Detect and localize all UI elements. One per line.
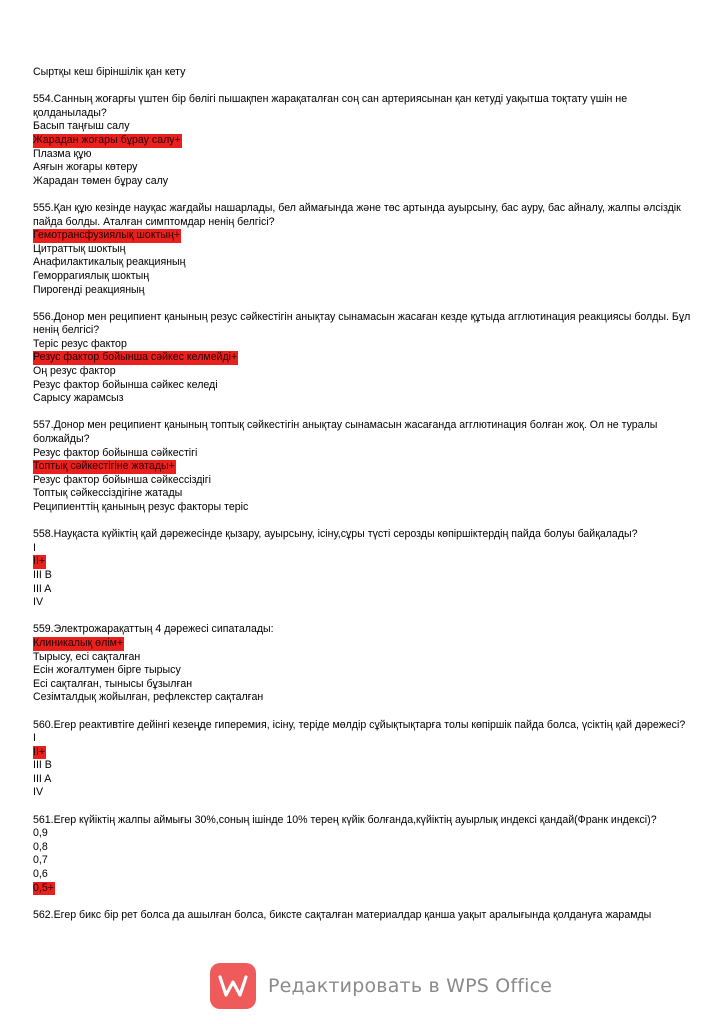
answer-option <box>33 120 693 134</box>
answer-option-label: Резус фактор бойынша сәйкестігі <box>33 446 198 459</box>
answer-option-label: Реципиенттің қанының резус факторы теріс <box>33 501 249 513</box>
wps-edit-label[interactable]: Редактировать в WPS Office <box>268 975 553 997</box>
answer-option-label: Анафилактикалық реакцияның <box>33 256 186 269</box>
question-text: 555.Қан құю кезінде науқас жағдайы нашарлады, бел аймағында және төс артында ауырсыну, бас ауру, бас айналу, жалпы әлсіздік пайда болды. Аталған симптомдар ненің белгісі? <box>33 201 681 228</box>
wps-edit-banner[interactable] <box>210 962 552 1010</box>
answer-option-label: Цитраттық шоктың <box>33 242 126 255</box>
answer-option <box>33 501 693 515</box>
question-text: 557.Донор мен реципиент қанының топтық сәйкестігін анықтау сынамасын жасағанда агглютинация болған жоқ. Ол не туралы болжайды? <box>33 419 658 446</box>
answer-option-label: Сезімталдық жойылған, рефлекстер сақталған <box>33 691 264 704</box>
answer-option <box>33 651 693 665</box>
question-block <box>33 419 693 514</box>
answer-option-correct <box>33 637 693 651</box>
answer-option <box>33 583 693 597</box>
answer-option <box>33 175 693 189</box>
answer-option <box>33 596 693 610</box>
answer-option <box>33 691 693 705</box>
answer-option <box>33 786 693 800</box>
answer-option <box>33 338 693 352</box>
answer-option <box>33 270 693 284</box>
answer-option-label: Сарысу жарамсыз <box>33 392 124 405</box>
answer-option-label: III A <box>33 582 52 595</box>
answer-option-label: I <box>33 732 36 745</box>
answer-option-label: Топтық сәйкессіздігіне жатады <box>33 487 183 500</box>
answer-option <box>33 759 693 773</box>
question-block <box>33 623 693 705</box>
answer-option-label: 0,7 <box>33 854 48 867</box>
answer-option-label: Пирогенді реакцияның <box>33 283 145 296</box>
answer-option-label: Тырысу, есі сақталған <box>33 650 141 663</box>
answer-option <box>33 243 693 257</box>
answer-option <box>33 487 693 501</box>
answer-option <box>33 474 693 488</box>
answer-option-correct <box>33 882 693 896</box>
answer-option-label: Резус фактор бойынша сәйкес келмейді+ <box>33 351 238 364</box>
answer-option-label: IV <box>33 596 44 609</box>
question-block <box>33 528 693 610</box>
answer-option-label: Оң резус фактор <box>33 365 116 378</box>
answer-option-label: Теріс резус фактор <box>33 337 127 350</box>
answer-option <box>33 664 693 678</box>
answer-option-label: Гемотрансфузиялық шоктың+ <box>33 229 181 242</box>
answer-option-label: Клиникалық өлім+ <box>33 636 124 649</box>
answer-option <box>33 447 693 461</box>
answer-option-label: 0,9 <box>33 827 48 840</box>
question-text: 562.Егер бикс бір рет болса да ашылған болса, биксте сақталған материалдар қанша уақыт аралығында қолдануға жарамды <box>33 908 652 921</box>
answer-option-label: IV <box>33 786 44 799</box>
answer-option-label: Жарадан төмен бұрау салу <box>33 174 169 187</box>
question-block <box>33 719 693 801</box>
wps-logo-icon[interactable] <box>210 963 256 1009</box>
question-text: 559.Электрожарақаттың 4 дәрежесі сипаталады: <box>33 623 274 636</box>
intro-line: Сыртқы кеш біріншілік қан кету <box>33 66 186 78</box>
question-text: 558.Науқаста күйіктің қай дәрежесінде қызару, ауырсыну, ісіну,сұры түсті серозды көпіршіктердің пайда болуы байқалады? <box>33 528 638 541</box>
answer-option-label: Басып таңғыш салу <box>33 120 130 133</box>
answer-option-label: 0,8 <box>33 840 48 853</box>
answer-option-label: II+ <box>33 555 46 568</box>
answer-option-label: I <box>33 541 36 554</box>
answer-option-label: 0,6 <box>33 868 48 881</box>
answer-option <box>33 841 693 855</box>
answer-option-label: Аяғын жоғары көтеру <box>33 161 138 174</box>
answer-option <box>33 161 693 175</box>
answer-option-label: Жарадан жоғары бұрау салу+ <box>33 133 181 146</box>
answer-option-label: III B <box>33 759 52 772</box>
answer-option-label: Плазма құю <box>33 147 92 160</box>
answer-option-correct <box>33 555 693 569</box>
question-text: 554.Санның жоғарғы үштен бір бөлігі пышақпен жарақаталған соң сан артериясынан қан кетуді уақытша тоқтату үшін не қолданылады? <box>33 93 628 119</box>
answer-option <box>33 569 693 583</box>
answer-option-label: Геморрагиялық шоктың <box>33 269 150 282</box>
document-page <box>33 66 693 922</box>
answer-option-correct <box>33 351 693 365</box>
answer-option-correct <box>33 134 693 148</box>
question-block <box>33 202 693 297</box>
answer-option <box>33 365 693 379</box>
answer-option <box>33 868 693 882</box>
answer-option <box>33 284 693 298</box>
answer-option-label: III B <box>33 568 52 581</box>
answer-option <box>33 256 693 270</box>
answer-option-label: III A <box>33 772 52 785</box>
wps-w-glyph-icon <box>218 974 248 998</box>
answer-option <box>33 148 693 162</box>
answer-option-label: Резус фактор бойынша сәйкес келеді <box>33 378 218 391</box>
answer-option <box>33 678 693 692</box>
answer-option-label: Есін жоғалтумен бірге тырысу <box>33 664 181 677</box>
question-block <box>33 909 693 923</box>
answer-option <box>33 379 693 393</box>
answer-option-label: 0,5+ <box>33 881 54 894</box>
question-block <box>33 93 693 188</box>
answer-option-correct <box>33 229 693 243</box>
question-text: 556.Донор мен реципиент қанының резус сәйкестігін анықтау сынамасын жасаған кезде құтыда агглютинация реакциясы болды. Бұл ненің белгісі? <box>33 310 691 337</box>
answer-option-label: Резус фактор бойынша сәйкессіздігі <box>33 473 211 486</box>
question-block <box>33 311 693 406</box>
answer-option <box>33 542 693 556</box>
answer-option <box>33 773 693 787</box>
answer-option <box>33 854 693 868</box>
answer-option <box>33 732 693 746</box>
answer-option-label: Топтық сәйкестігіне жатады+ <box>33 460 175 473</box>
question-list <box>33 93 693 922</box>
question-block <box>33 814 693 896</box>
question-text: 561.Егер күйіктің жалпы аймығы 30%,соның ішінде 10% терең күйік болғанда,күйіктің ауырлық индексі қандай(Франк индексі)? <box>33 813 657 826</box>
answer-option <box>33 392 693 406</box>
answer-option-label: Есі сақталған, тынысы бұзылған <box>33 677 193 690</box>
answer-option-correct <box>33 746 693 760</box>
answer-option-correct <box>33 460 693 474</box>
question-text: 560.Егер реактивтіге дейінгі кезеңде гиперемия, ісіну, теріде мөлдір сұйықтықтарға толы көпіршік пайда болса, үсіктің қай дәрежесі? <box>33 718 686 731</box>
answer-option-label: II+ <box>33 745 46 758</box>
answer-option <box>33 827 693 841</box>
